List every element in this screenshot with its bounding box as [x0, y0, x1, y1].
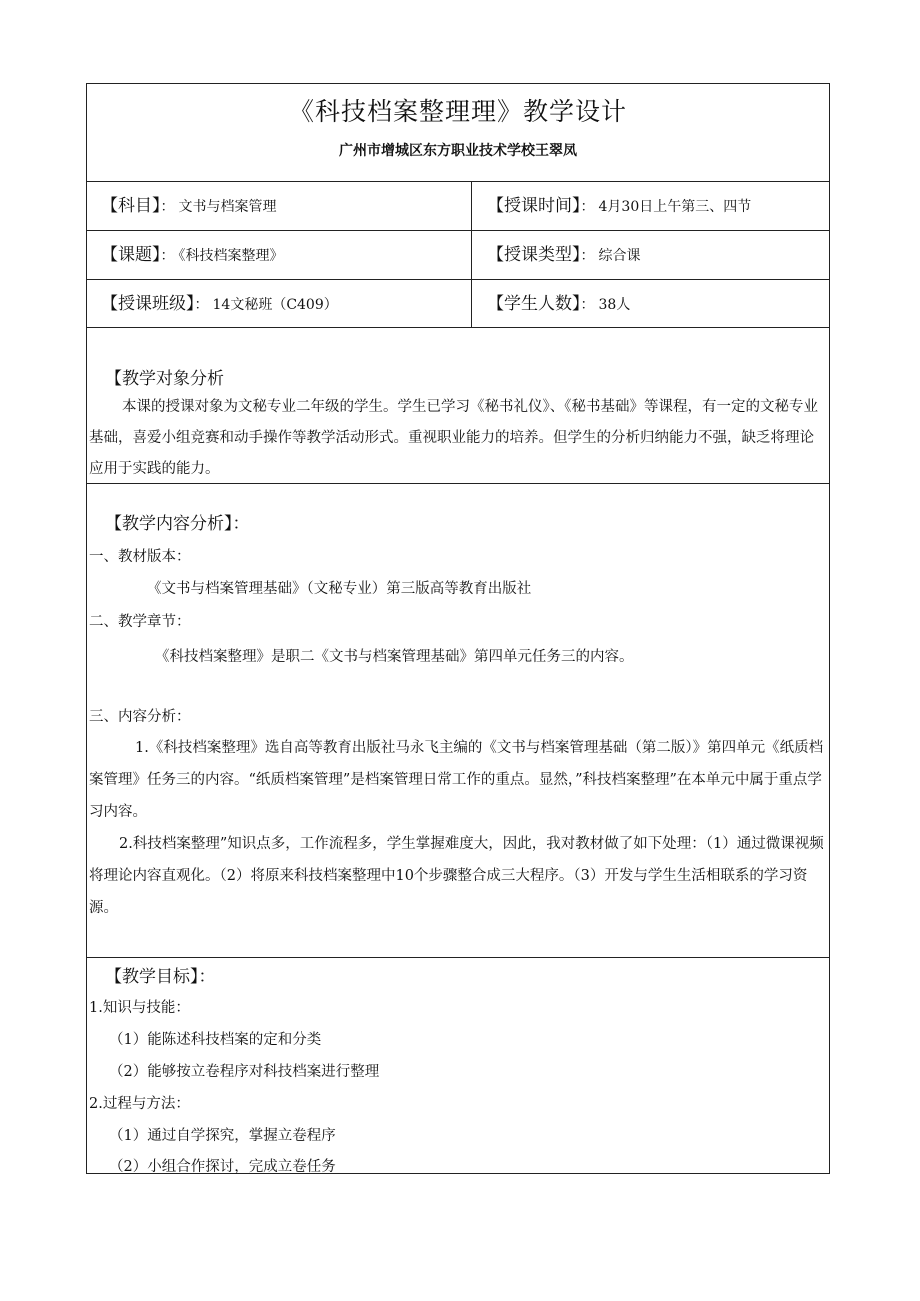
- topic-label: 【课题】: [101, 245, 161, 265]
- info-row-3: [87, 280, 829, 328]
- info-row-1: [87, 182, 829, 231]
- author-line: 广州市增城区东方职业技术学校王翠凤: [339, 143, 577, 159]
- content-section: [87, 484, 829, 958]
- topic-value: 《科技档案整理》: [178, 248, 284, 264]
- students-field: [487, 280, 630, 328]
- class-label: 【授课班级】: [101, 294, 195, 314]
- students-value: 38人: [598, 297, 631, 313]
- type-value: 综合课: [598, 248, 641, 264]
- goal-item: 1.知识与技能：: [89, 1000, 190, 1016]
- content-heading: 【教学内容分析】：: [105, 514, 250, 534]
- chapter-title: 二、教学章节：: [89, 614, 191, 630]
- audience-section: [87, 328, 829, 484]
- class-field: [101, 280, 338, 328]
- class-sep: ：: [194, 297, 209, 313]
- subject-sep: ：: [160, 199, 175, 215]
- document-title: 《科技档案整理理》教学设计: [288, 97, 627, 126]
- subject-field: [101, 182, 277, 230]
- version-text: 《文书与档案管理基础》（文秘专业）第三版高等教育出版社: [147, 581, 532, 597]
- goal-item: （2）小组合作探讨，完成立卷任务: [109, 1159, 336, 1175]
- info-column-divider: [471, 182, 472, 328]
- type-field: [487, 231, 641, 279]
- analysis-point-1: 1.《科技档案整理》选自高等教育出版社马永飞主编的《文书与档案管理基础（第二版）》第四单元《纸质档案管理》任务三的内容。“纸质档案管理”是档案管理日常工作的重点。显然，”科技档案整理”在本单元中属于重点学习内容。: [89, 740, 824, 820]
- lesson-plan-document: [86, 83, 830, 1174]
- students-label: 【学生人数】: [487, 294, 581, 314]
- type-sep: ：: [580, 248, 595, 264]
- audience-text: 本课的授课对象为文秘专业二年级的学生。学生已学习《秘书礼仪》、《秘书基础》等课程，有一定的文秘专业基础，喜爱小组竞赛和动手操作等教学活动形式。重视职业能力的培养。但学生的分析归纳能力不强，缺乏将理论应用于实践的能力。: [89, 399, 818, 477]
- analysis-title: 三、内容分析：: [89, 709, 191, 725]
- time-field: [487, 182, 751, 230]
- students-sep: ：: [580, 297, 595, 313]
- class-value: 14文秘班（C409）: [212, 297, 338, 313]
- subject-value: 文书与档案管理: [178, 199, 277, 215]
- title-section: [87, 84, 829, 182]
- goal-item: （1）能陈述科技档案的定和分类: [109, 1032, 322, 1048]
- time-sep: ：: [580, 199, 595, 215]
- goal-item: （2）能够按立卷程序对科技档案进行整理: [109, 1064, 380, 1080]
- info-row-2: [87, 231, 829, 280]
- version-title: 一、教材版本：: [89, 549, 191, 565]
- topic-field: [101, 231, 284, 279]
- chapter-text: 《科技档案整理》是职二《文书与档案管理基础》第四单元任务三的内容。: [155, 649, 634, 665]
- time-value: 4月30日上午第三、四节: [598, 199, 752, 215]
- analysis-point-2: 2.科技档案整理”知识点多，工作流程多，学生掌握难度大，因此，我对教材做了如下处理：（1）通过微课视频将理论内容直观化。（2）将原来科技档案整理中10个步骤整合成三大程序。（3）开发与学生生活相联系的学习资源。: [89, 836, 824, 916]
- type-label: 【授课类型】: [487, 245, 581, 265]
- subject-label: 【科目】: [101, 196, 161, 216]
- time-label: 【授课时间】: [487, 196, 581, 216]
- topic-sep: ：: [160, 248, 175, 264]
- goal-item: 2.过程与方法：: [89, 1096, 190, 1112]
- goal-item: （1）通过自学探究，掌握立卷程序: [109, 1128, 336, 1144]
- audience-heading: 【教学对象分析: [105, 369, 224, 389]
- goals-section: [87, 958, 829, 1175]
- goals-heading: 【教学目标】：: [105, 967, 216, 987]
